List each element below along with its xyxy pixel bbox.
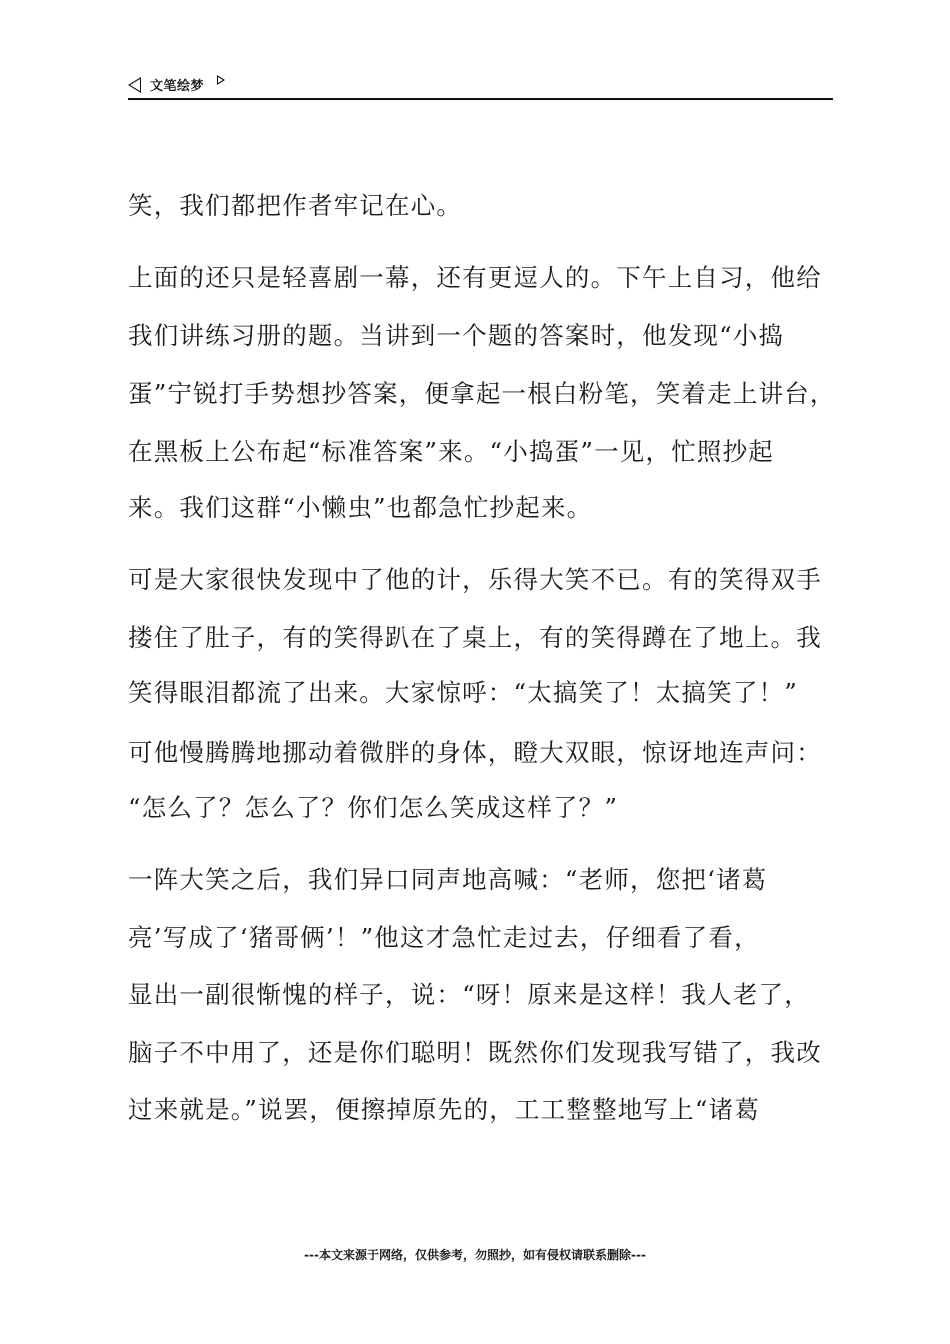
text-line: 显出一副很惭愧的样子，说：“呀！原来是这样！我人老了，	[128, 980, 810, 1009]
text-line: “怎么了？怎么了？你们怎么笑成这样了？”	[128, 793, 619, 822]
text-line: 蛋”宁锐打手势想抄答案，便拿起一根白粉笔，笑着走上讲台，	[128, 379, 836, 408]
text-line: 笑，我们都把作者牢记在心。	[128, 191, 463, 220]
text-line: 上面的还只是轻喜剧一幕，还有更逗人的。下午上自习，他给	[128, 263, 822, 292]
triangle-left-icon	[128, 77, 141, 93]
text-line: 可是大家很快发现中了他的计，乐得大笑不已。有的笑得双手	[128, 565, 822, 594]
header-title: 文笔绘梦	[150, 79, 205, 94]
text-line: 在黑板上公布起“标准答案”来。“小捣蛋”一见，忙照抄起	[128, 437, 774, 466]
text-line: 搂住了肚子，有的笑得趴在了桌上，有的笑得蹲在了地上。我	[128, 623, 822, 652]
triangle-right-icon	[217, 75, 225, 85]
text-line: 亮’写成了‘猪哥俩’！”他这才急忙走过去，仔细看了看，	[128, 923, 760, 952]
page-header	[128, 72, 833, 100]
text-line: 来。我们这群“小懒虫”也都急忙抄起来。	[128, 493, 593, 522]
text-line: 笑得眼泪都流了出来。大家惊呼：“太搞笑了！太搞笑了！”	[128, 678, 798, 707]
text-line: 我们讲练习册的题。当讲到一个题的答案时，他发现“小捣	[128, 321, 785, 350]
body-text	[128, 187, 838, 1129]
text-line: 一阵大笑之后，我们异口同声地高喊：“老师，您把‘诸葛	[128, 865, 768, 894]
text-line: 脑子不中用了，还是你们聪明！既然你们发现我写错了，我改	[128, 1038, 822, 1067]
text-line: 过来就是。”说罢，便擦掉原先的，工工整整地写上“诸葛	[128, 1095, 760, 1124]
text-line: 可他慢腾腾地挪动着微胖的身体，瞪大双眼，惊讶地连声问：	[128, 738, 822, 767]
footer-disclaimer: ---本文来源于网络，仅供参考，勿照抄，如有侵权请联系删除---	[304, 1248, 646, 1262]
